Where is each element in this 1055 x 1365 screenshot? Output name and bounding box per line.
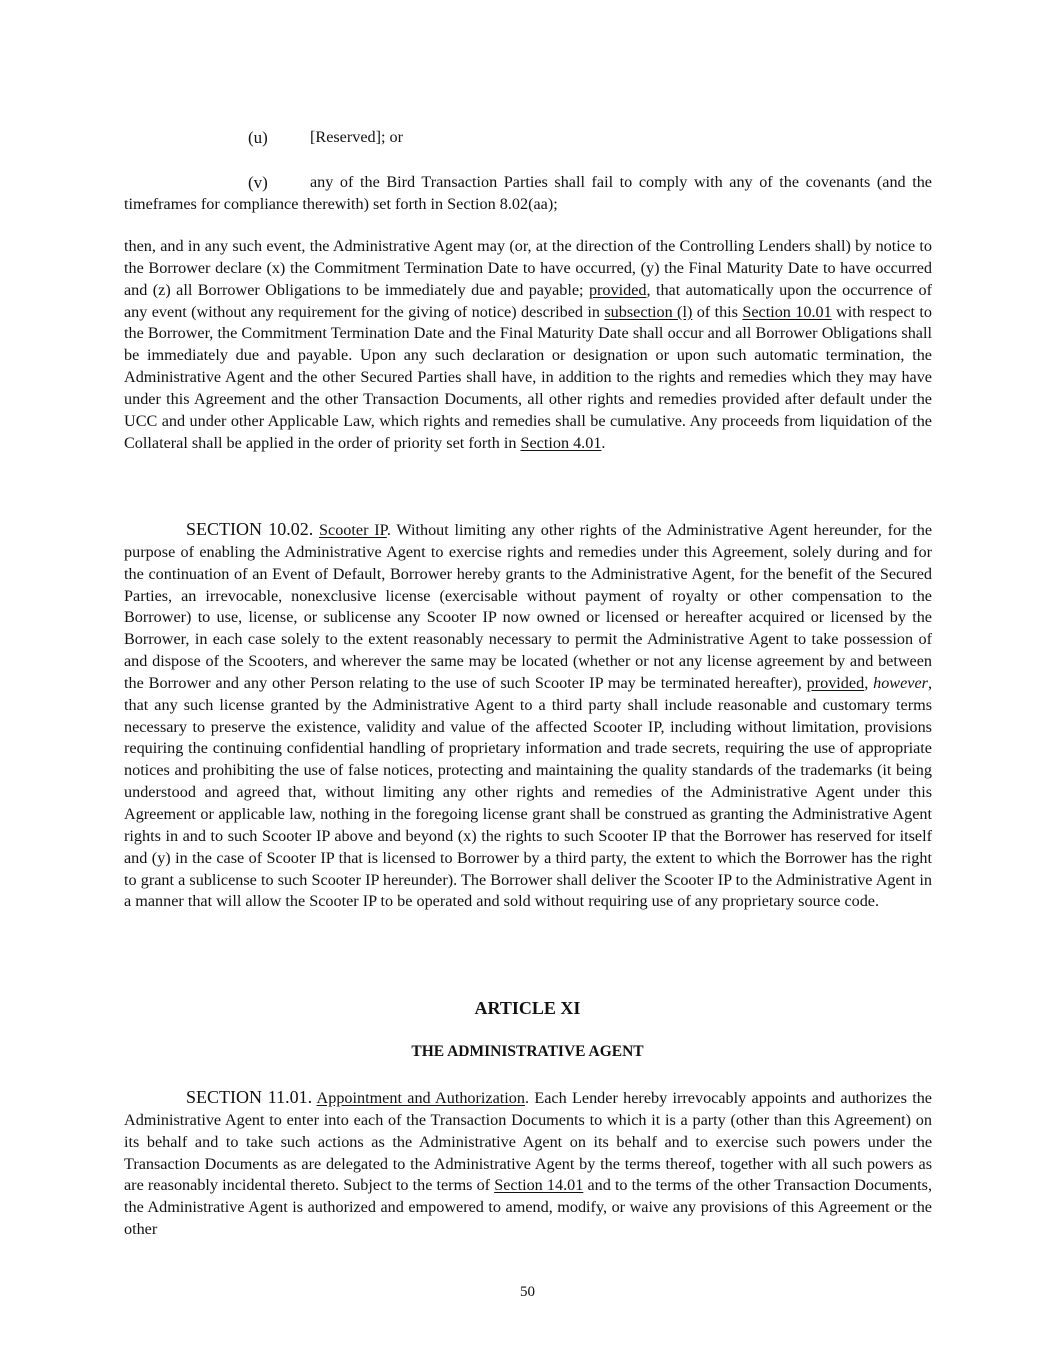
clause-v xyxy=(124,172,932,216)
clause-u-text: [Reserved]; or xyxy=(310,128,404,146)
clause-v-label: (v) xyxy=(248,173,268,192)
section-14-01-reference[interactable]: Section 14.01 xyxy=(494,1176,584,1195)
remedies-paragraph xyxy=(124,236,932,454)
section-4-01-reference[interactable]: Section 4.01 xyxy=(520,433,602,452)
however-term: however xyxy=(873,673,928,692)
clause-u-label: (u) xyxy=(248,128,268,147)
provided-term: provided xyxy=(588,280,647,299)
section-11-01 xyxy=(124,1087,932,1241)
section-11-01-number: SECTION 11.01. xyxy=(186,1087,313,1107)
section-10-01-reference[interactable]: Section 10.01 xyxy=(742,302,832,321)
remedies-text-5: . xyxy=(601,433,606,452)
section-11-01-text-1: . Each Lender hereby irrevocably appoints and authorizes the Administrative Agent to enter into each of the Transaction Documents to which it is a party (other than this Agreement) on its behalf and to take such actions as the Administrative Agent on its behalf and to exercise such powers under the Transaction Documents as are delegated to the Administrative Agent by the terms thereof, together with all such powers as are reasonably incidental thereto. Subject to the terms of xyxy=(124,1089,932,1195)
article-title: ARTICLE XI xyxy=(474,998,581,1018)
subsection-l-reference[interactable]: subsection (l) xyxy=(604,302,693,321)
article-subtitle: THE ADMINISTRATIVE AGENT xyxy=(411,1043,644,1060)
page-number: 50 xyxy=(520,1284,535,1300)
section-10-02-text-1: . Without limiting any other rights of the Administrative Agent hereunder, for the purpose of enabling the Administrative Agent to exercise rights and remedies under this Agreement, solely during and for the continuation of an Event of Default, Borrower hereby grants to the Administrative Agent, for the benefit of the Secured Parties, an irrevocable, nonexclusive license (exercisable without payment of royalty or other compensation to the Borrower) to use, license, or sublicense any Scooter IP now owned or licensed or hereafter acquired or licensed by the Borrower, in each case solely to the extent reasonably necessary to permit the Administrative Agent to take possession of and dispose of the Scooters, and wherever the same may be located (whether or not any license agreement by and between the Borrower and any other Person relating to the use of such Scooter IP may be terminated hereafter), xyxy=(124,521,932,692)
remedies-text-2: , that automatically upon the occurrence of any event (without any requirement for the giving of notice) described in xyxy=(124,280,932,321)
section-11-01-text-2: and to the terms of the other Transaction Documents, the Administrative Agent is authorized and empowered to amend, modify, or waive any provisions of this Agreement or the other xyxy=(124,1176,932,1239)
remedies-text-1: then, and in any such event, the Administrative Agent may (or, at the direction of the Controlling Lenders shall) by notice to the Borrower declare (x) the Commitment Termination Date to have occurred, (y) the Final Maturity Date to have occurred and (z) all Borrower Obligations to be immediately due and payable; xyxy=(124,237,932,299)
section-10-02 xyxy=(124,519,932,913)
provided-term: provided xyxy=(806,673,865,692)
section-11-01-title: Appointment and Authorization xyxy=(316,1089,525,1107)
section-10-02-comma: , xyxy=(864,673,874,692)
section-10-02-title: Scooter IP xyxy=(319,521,387,539)
section-10-02-text-2: , that any such license granted by the Administrative Agent to a third party shall include reasonable and customary terms necessary to preserve the existence, validity and value of the affected Scooter IP, including without limitation, provisions requiring the continuing confidential handling of proprietary information and trade secrets, requiring the use of appropriate notices and prohibiting the use of false notices, protecting and maintaining the quality standards of the trademarks (it being understood and agreed that, without limiting any other rights and remedies of the Administrative Agent under this Agreement or applicable law, nothing in the foregoing license grant shall be construed as granting the Administrative Agent rights in and to such Scooter IP above and beyond (x) the rights to such Scooter IP that the Borrower has reserved for itself and (y) in the case of Scooter IP that is licensed to Borrower by a third party, the extent to which the Borrower has the right to grant a sublicense to such Scooter IP hereunder). The Borrower shall deliver the Scooter IP to the Administrative Agent in a manner that will allow the Scooter IP to be operated and sold without requiring use of any proprietary source code. xyxy=(124,673,932,911)
remedies-text-4: with respect to the Borrower, the Commitment Termination Date and the Final Maturity Date shall occur and all Borrower Obligations shall be immediately due and payable. Upon any such declaration or designation or upon such automatic termination, the Administrative Agent and the other Secured Parties shall have, in addition to the rights and remedies which they may have under this Agreement and the other Transaction Documents, all other rights and remedies provided after default under the UCC and under other Applicable Law, which rights and remedies shall be cumulative. Any proceeds from liquidation of the Collateral shall be applied in the order of priority set forth in xyxy=(124,302,932,452)
section-10-02-number: SECTION 10.02. xyxy=(186,519,314,539)
clause-v-text xyxy=(124,172,932,216)
remedies-text-3: of this xyxy=(692,302,743,321)
clause-v-body: any of the Bird Transaction Parties shall fail to comply with any of the covenants (and the timeframes for compliance therewith) set forth in Section 8.02(aa); xyxy=(124,173,932,213)
